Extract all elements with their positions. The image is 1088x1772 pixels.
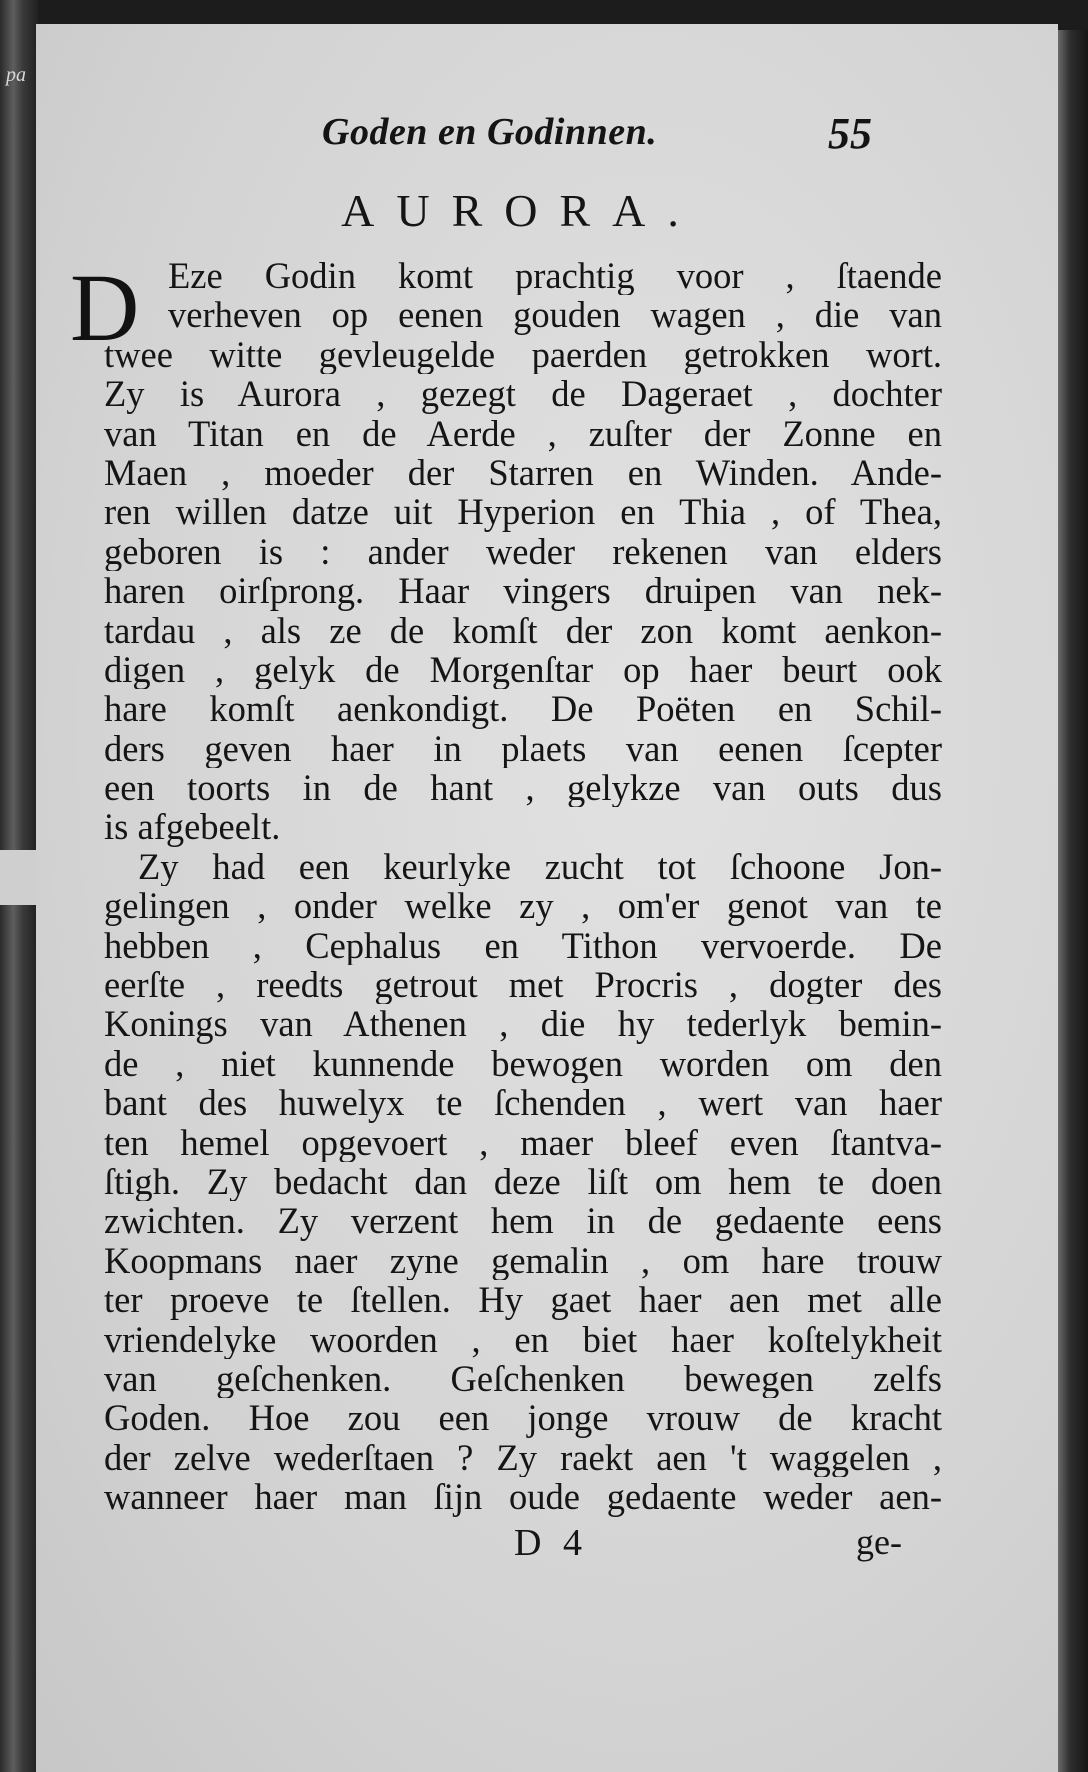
adjacent-page-highlight <box>0 850 38 905</box>
page-number: 55 <box>828 109 872 158</box>
drop-cap: D <box>70 254 140 361</box>
text-line: geboren is : ander weder rekenen van elders <box>104 531 942 572</box>
chapter-title: AURORA. <box>341 185 701 236</box>
text-line: ren willen datze uit Hyperion en Thia , of Thea, <box>104 492 942 532</box>
text-line: Zy had een keurlyke zucht tot ſchoone Jon- <box>138 846 942 887</box>
signature-mark: D 4 <box>514 1522 588 1564</box>
text-line: tardau , als ze de komſt der zon komt aenkon- <box>104 610 942 650</box>
text-line: wanneer haer man ſijn oude gedaente weder aen- <box>104 1477 942 1517</box>
text-line: bant des huwelyx te ſchenden , wert van haer <box>104 1083 942 1123</box>
text-line: gelingen , onder welke zy , om'er genot van te <box>104 886 942 926</box>
body-text <box>104 256 942 1517</box>
text-line: van geſchenken. Geſchenken bewegen zelfs <box>104 1358 942 1399</box>
text-line: ſtigh. Zy bedacht dan deze liſt om hem te doen <box>104 1161 942 1202</box>
adjacent-page-fragment: pa <box>6 64 26 86</box>
text-line: digen , gelyk de Morgenſtar op haer beurt ook <box>104 649 942 690</box>
text-line: zwichten. Zy verzent hem in de gedaente eens <box>104 1201 942 1241</box>
book-page <box>36 24 1058 1772</box>
text-line: haren oirſprong. Haar vingers druipen van nek- <box>104 571 942 611</box>
text-line: een toorts in de hant , gelykze van outs dus <box>104 768 942 808</box>
text-line: der zelve wederſtaen ? Zy raekt aen 't waggelen , <box>104 1437 942 1478</box>
running-title: Goden en Godinnen. <box>322 111 658 153</box>
text-line: eerſte , reedts getrout met Procris , dogter des <box>104 965 942 1005</box>
text-line: ten hemel opgevoert , maer bleef even ſtantva- <box>104 1122 942 1162</box>
page-header <box>36 106 1058 166</box>
text-line: de , niet kunnende bewogen worden om den <box>104 1043 942 1084</box>
page-footer <box>36 1521 1058 1571</box>
text-line: Maen , moeder der Starren en Winden. Ande- <box>104 452 942 493</box>
text-line: is afgebeelt. <box>104 807 281 847</box>
paragraph-2 <box>104 847 942 1517</box>
text-line: hare komſt aenkondigt. De Poëten en Schil- <box>104 689 942 729</box>
text-line: twee witte gevleugelde paerden getrokken wort. <box>104 334 942 375</box>
text-line: Zy is Aurora , gezegt de Dageraet , dochter <box>104 374 942 414</box>
paragraph-1 <box>104 256 942 847</box>
text-line: Konings van Athenen , die hy tederlyk bemin- <box>104 1004 942 1044</box>
text-line: ter proeve te ſtellen. Hy gaet haer aen met alle <box>104 1280 942 1320</box>
text-line: Eze Godin komt prachtig voor , ſtaende <box>168 256 942 296</box>
text-line: hebben , Cephalus en Tithon vervoerde. De <box>104 925 942 966</box>
text-line: van Titan en de Aerde , zuſter der Zonne en <box>104 413 942 453</box>
text-line: vriendelyke woorden , en biet haer koſtelykheit <box>104 1319 942 1359</box>
adjacent-page-edge <box>0 0 38 1772</box>
catchword: ge- <box>856 1522 902 1562</box>
text-line: verheven op eenen gouden wagen , die van <box>168 295 942 335</box>
book-edge <box>1058 30 1088 1772</box>
text-line: ders geven haer in plaets van eenen ſcepter <box>104 728 942 769</box>
text-line: Koopmans naer zyne gemalin , om hare trouw <box>104 1240 942 1281</box>
text-line: Goden. Hoe zou een jonge vrouw de kracht <box>104 1398 942 1438</box>
